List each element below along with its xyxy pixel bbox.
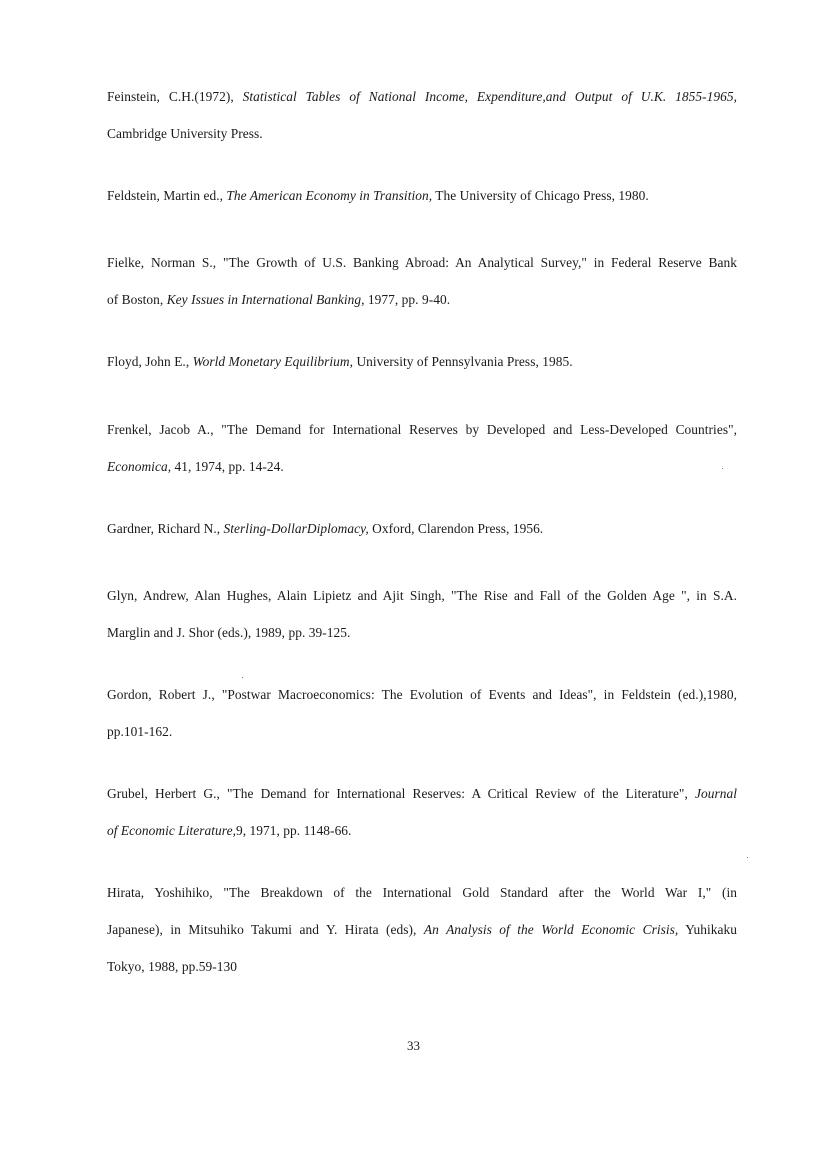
reference-title: of Economic Literature, xyxy=(107,823,236,838)
reference-text: Feldstein, Martin ed., xyxy=(107,188,227,203)
reference-text: Marglin and J. Shor (eds.), 1989, pp. 39-125. xyxy=(107,625,351,640)
reference-gordon xyxy=(107,676,737,750)
reference-text: Oxford, Clarendon Press, 1956. xyxy=(368,521,544,536)
reference-feinstein xyxy=(107,78,737,152)
reference-feldstein xyxy=(107,177,737,214)
reference-line xyxy=(107,874,737,911)
reference-text: 1977, pp. 9-40. xyxy=(364,292,451,307)
reference-text: 9, 1971, pp. 1148-66. xyxy=(235,823,352,838)
reference-title: Sterling-DollarDiplomacy, xyxy=(223,521,369,536)
reference-text: pp.101-162. xyxy=(107,724,173,739)
reference-line xyxy=(107,281,737,318)
reference-line xyxy=(107,343,737,380)
reference-text: Japanese), in Mitsuhiko Takumi and Y. Hirata (eds), xyxy=(107,922,424,937)
reference-title: Economica, xyxy=(107,459,172,474)
reference-line xyxy=(107,78,737,115)
reference-line xyxy=(107,411,737,448)
reference-text: Tokyo, 1988, pp.59-130 xyxy=(107,959,237,974)
reference-text: Frenkel, Jacob A., "The Demand for International Reserves by Developed and Less-Developed Countries", xyxy=(107,422,737,437)
reference-title: Statistical Tables of National Income, Expenditure,and Output of U.K. 1855-1965, xyxy=(242,89,737,104)
reference-text: Feinstein, C.H.(1972), xyxy=(107,89,243,104)
reference-line xyxy=(107,448,737,485)
reference-line xyxy=(107,115,737,152)
reference-text: Yuhikaku xyxy=(678,922,737,937)
reference-frenkel xyxy=(107,411,737,485)
reference-text: Gordon, Robert J., "Postwar Macroeconomics: The Evolution of Events and Ideas", in Feldstein (ed.),1980, xyxy=(107,687,737,702)
reference-text: Floyd, John E., xyxy=(107,354,193,369)
reference-line xyxy=(107,775,737,812)
reference-glyn xyxy=(107,577,737,651)
reference-text: of Boston, xyxy=(107,292,167,307)
scan-speck xyxy=(722,468,723,469)
reference-title: The American Economy in Transition, xyxy=(226,188,433,203)
reference-title: World Monetary Equilibrium, xyxy=(192,354,354,369)
reference-text: Hirata, Yoshihiko, "The Breakdown of the International Gold Standard after the World War I," (in xyxy=(107,885,737,900)
reference-line xyxy=(107,676,737,713)
scan-speck xyxy=(747,857,748,858)
reference-line xyxy=(107,177,737,214)
reference-text: Cambridge University Press. xyxy=(107,126,263,141)
page-number: 33 xyxy=(407,1038,420,1053)
reference-text: Fielke, Norman S., "The Growth of U.S. Banking Abroad: An Analytical Survey," in Federal Reserve Bank xyxy=(107,255,737,270)
reference-line xyxy=(107,948,737,985)
reference-hirata xyxy=(107,874,737,985)
reference-text: The University of Chicago Press, 1980. xyxy=(432,188,649,203)
reference-line xyxy=(107,713,737,750)
reference-gardner xyxy=(107,510,737,547)
reference-text: Gardner, Richard N., xyxy=(107,521,224,536)
reference-line xyxy=(107,244,737,281)
reference-line xyxy=(107,911,737,948)
reference-line xyxy=(107,510,737,547)
reference-text: 41, 1974, pp. 14-24. xyxy=(171,459,284,474)
reference-title: Journal xyxy=(694,786,737,801)
reference-text: Grubel, Herbert G., "The Demand for International Reserves: A Critical Review of the Literature", xyxy=(107,786,695,801)
reference-title: An Analysis of the World Economic Crisis, xyxy=(423,922,679,937)
reference-text: University of Pennsylvania Press, 1985. xyxy=(353,354,573,369)
reference-fielke xyxy=(107,244,737,318)
reference-line xyxy=(107,577,737,614)
scan-speck xyxy=(242,677,243,678)
reference-floyd xyxy=(107,343,737,380)
reference-line xyxy=(107,812,737,849)
reference-grubel xyxy=(107,775,737,849)
reference-text: Glyn, Andrew, Alan Hughes, Alain Lipietz and Ajit Singh, "The Rise and Fall of the Golden Age ", in S.A. xyxy=(107,588,737,603)
reference-title: Key Issues in International Banking, xyxy=(166,292,365,307)
reference-line xyxy=(107,614,737,651)
